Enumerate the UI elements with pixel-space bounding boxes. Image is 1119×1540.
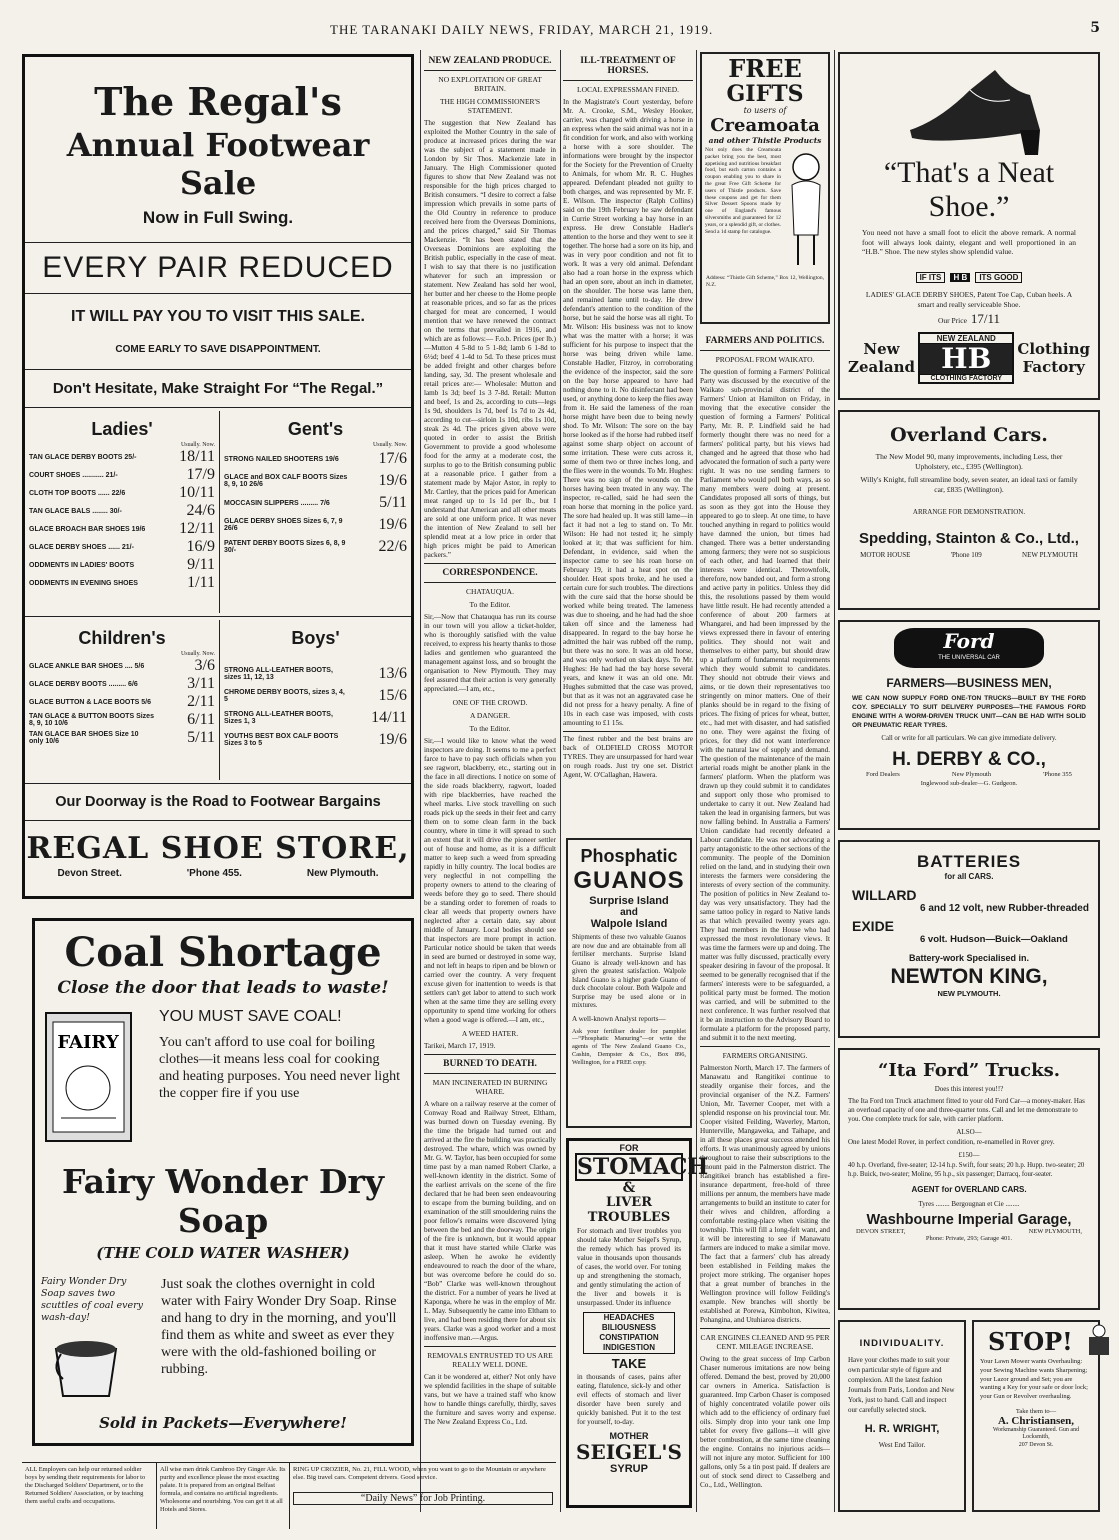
overland-phone: 'Phone 109 [950,551,982,559]
farmers-org-heading: FARMERS ORGANISING. [722,1051,808,1060]
creamoata-gifts: GIFTS [726,81,804,107]
coal-brand: Fairy Wonder Dry Soap [61,1162,385,1240]
individ-title: INDIVIDUALITY. [859,1338,945,1349]
stomach-amp: & [622,1180,636,1196]
price-row [29,556,215,574]
removal-heading: REMOVALS ENTRUSTED TO US ARE REALLY WELL DONE. [427,1351,553,1369]
ford-call: Call or write for all particulars. We can give immediate delivery. [881,735,1057,742]
ford-sub-dealer: Inglewood sub-dealer—G. Gudgeon. [920,780,1018,787]
price-item: TAN GLACE BAR SHOES Size 10 only 10/6 [29,731,139,745]
neat-shoe-ad [838,52,1100,400]
individuality-ad [838,1320,966,1512]
regal-swing: Now in Full Swing. [142,208,294,227]
price-value: 13/6 [378,665,407,682]
price-row [224,514,407,536]
guanos-t1: Phosphatic [580,846,678,866]
coal-scuttle-icon [41,1324,131,1404]
stomach-for: FOR [619,1143,639,1153]
itaford-phone: Phone: Private, 293; Garage 401. [925,1235,1013,1242]
regal-address [25,868,411,879]
price-row [224,729,407,751]
overland-title: Overland Cars. [890,424,1048,446]
regal-store: REGAL SHOE STORE, [26,831,410,866]
regal-early: COME EARLY TO SAVE DISAPPOINTMENT. [115,344,321,355]
gents-heading: Gent's [287,419,344,439]
stop-firm: A. Christiansen, [997,1414,1075,1427]
corr-heading: CORRESPONDENCE. [442,568,538,578]
produce-column [424,52,556,1512]
price-row [224,663,407,685]
exide-desc: 6 volt. Hudson—Buick—Oakland [920,934,1068,945]
price-item: GLACE ANKLE BAR SHOES .... 5/6 [29,662,145,670]
coal-text-col [151,1008,411,1152]
creamoata-other: and other Thistle Products [708,136,822,145]
guanos-text: Shipments of these two valuable Guanos are now due and are obtainable from all fertiliser merchants. Surprise Island Guano is already well-known and has given the greatest satisfaction. Walpole Island Guano is a higher grade Guano of duck chocolate colour. Both Walpole and Surprise may be used alone or in mixtures. [572,934,686,1009]
car-text: Owing to the great success of Imp Carbon Chaser numerous imitations are now being offered. Demand the best, proved by 20,000 car owners in America. Satisfaction is guaranteed. Imp Carbon Chaser is composed of highly concentrated volatile power oils which add to the efficiency of ordinary fuel oils. Simply drop into your tank one Imp tablet for every five gallons—it will give better combustion, at the same time cleaning the engine. Contains no injurious acids—will not injure any motor. Sufficient for 100 gallons, only 5s a tin post paid. If dealers are out of stock send direct to Casselberg and Co., Ltd., Wellington. [700,1355,830,1489]
coal-body-row [35,1008,411,1152]
coal-washer: (THE COLD WATER WASHER) [96,1244,350,1262]
hb-logo [918,332,1014,384]
guanos-report: A well-known Analyst reports— [572,1014,666,1023]
removal-text: Can it be wondered at, either? Not only have we splendid facilities in the shape of suitable vans, but we have a trained staff who know how to handle things carefully, thirdly, saves the furniture and saves worry and expense. The New Zealand Express Co., Ltd. [424,1373,556,1426]
price-value: 15/6 [378,687,407,704]
burned-heading: BURNED TO DEATH. [443,1059,537,1069]
itaford-one: One latest Model Rover, in perfect condition, re-enamelled in Rover grey. [848,1138,1055,1146]
price-row [29,538,215,556]
price-value: 2/11 [187,693,215,710]
ford-ad [838,620,1100,830]
price-row [29,484,215,502]
stomach-list-item: CONSTIPATION [599,1333,659,1342]
overland-text1: The New Model 90, many improvements, including Less, ther Upholstery, etc., £395 (Wellington). [875,452,1063,471]
man-figure-icon [1079,1322,1119,1356]
stomach-mother: MOTHER [609,1431,649,1441]
ford-phone: 'Phone 355 [1043,771,1072,778]
bottom-strip [22,1462,556,1529]
price-item: STRONG NAILED SHOOTERS 19/6 [224,455,339,463]
price-item: GLACE DERBY BOOTS ......... 6/6 [29,680,138,688]
coal-must: YOU MUST SAVE COAL! [159,1008,342,1025]
price-item: GLACE DERBY SHOES Sizes 6, 7, 9 26/6 [224,518,343,532]
itaford-title: “Ita Ford” Trucks. [878,1060,1060,1081]
hb-logo-mark: HB [920,344,1012,374]
itaford-firm: Washbourne Imperial Garage, [866,1212,1072,1228]
ford-np: New Plymouth [951,771,992,778]
price-row [29,466,215,484]
produce-title: NEW ZEALAND PRODUCE. [428,56,552,66]
price-row [224,536,407,558]
price-row [29,520,215,538]
creamoata-body [702,145,828,275]
creamoata-addr: Address: “Thistle Gift Scheme,” Box 12, Wellington, N.Z. [706,275,824,288]
overland-arrange: ARRANGE FOR DEMONSTRATION. [912,508,1026,516]
guanos-t4: and [620,907,638,918]
regal-town: New Plymouth. [306,868,379,879]
creamoata-to-users: to users of [743,106,787,115]
gents-list [224,448,407,558]
overland-town: NEW PLYMOUTH [1022,551,1078,559]
ford-logo [894,628,1044,668]
ladies-heading: Ladies' [91,419,153,439]
price-value: 14/11 [371,709,407,726]
boys-section [220,620,411,780]
batteries-for: for all CARS. [944,872,994,881]
price-row [29,729,215,747]
cf-right: Clothing Factory [1017,339,1090,376]
price-item: TAN GLACE & BUTTON BOOTS Sizes 8, 9, 10 10/6 [29,713,154,727]
stop-ad [972,1320,1100,1512]
price-item: TAN GLACE DERBY BOOTS 25/- [29,453,137,461]
ford-firm: H. DERBY & CO., [892,749,1046,770]
price-item: STRONG ALL-LEATHER BOOTS, sizes 11, 12, 13 [224,667,333,681]
stop-addr: 207 Devon St. [1018,1441,1054,1448]
price-item: GLACE BROACH BAR SHOES 19/6 [29,525,146,533]
ladies-col-head: Usually. Now. [180,442,215,448]
stop-sub: Workmanship Guaranteed. Gun and Locksmith, [992,1426,1080,1441]
fairy-packet-icon [41,1008,141,1148]
individ-text: Have your clothes made to suit your own particular style of figure and complexion. All the latest fashion Journals from Paris, London and New York, just to hand. Call and inspect our carefully selected stock. [848,1356,955,1414]
svg-text:FAIRY: FAIRY [57,1032,119,1053]
regal-title: The Regal's [94,79,342,124]
price-value: 19/6 [378,516,407,533]
regal-phone: 'Phone 455. [186,868,242,879]
price-value: 6/11 [187,711,215,728]
batteries-firm: NEWTON KING, [890,965,1048,988]
cambroo-notice: All wise men drink Cambroo Dry Ginger Ale. Its purity and excellence please the most exacting palate. It is prepared from an original Belfast formula, and contains no artificial ingredients. Wholesome and nourishing. You can get it at all Hotels and Stores. [157,1463,290,1529]
price-item: GLACE BUTTON & LACE BOOTS 5/6 [29,698,151,706]
price-item: CHROME DERBY BOOTS, sizes 3, 4, 5 [224,689,345,703]
fairy-packet [35,1008,151,1152]
guanos-t2: GUANOS [573,867,685,894]
price-row [29,574,215,592]
shoe-icon [900,60,1050,160]
produce-sub2: THE HIGH COMMISSIONER'S STATEMENT. [439,97,541,115]
stop-text: Your Lawn Mower wants Overhauling: your Sewing Machine wants Sharpening; your Lazor ground and Set; you are wanting a Key for your safe or door lock; your Gun or Revolver overhauling. [980,1358,1088,1401]
ladies-list [29,448,215,592]
burned-sub: MAN INCINERATED IN BURNING WHARE. [432,1078,548,1096]
price-row [29,657,215,675]
horses-column [563,52,693,830]
hb-logo-cf: CLOTHING FACTORY [920,374,1012,382]
price-value: 17/6 [378,450,407,467]
stop-take: Take them to— [1015,1407,1057,1415]
willard-desc: 6 and 12 volt, new Rubber-threaded [920,903,1089,914]
stop-title: STOP! [988,1326,1073,1356]
itaford-interest: Does this interest you!!? [934,1085,1004,1093]
ladies-section [25,411,220,613]
coal-body: You can't afford to use coal for boiling clothes—it means less coal for cooking and heating purposes. You need never light the copper fire if you use [159,1035,401,1101]
price-value: 24/6 [186,502,215,519]
overland-address [840,551,1098,559]
ford-text: WE CAN NOW SUPPLY FORD ONE-TON TRUCKS—BUILT BY THE FORD COY. SPECIALLY TO SUIT DELIVERY PURPOSES—THE FAMOUS FORD ENGINE WITH A WORM-DRIVEN TRUCK UNIT—CAN BE HAD WITH SOLID OR PNEUMATIC REAR TYRES. [852,695,1086,729]
stomach-list-item: HEADACHES [603,1313,655,1322]
produce-text: The suggestion that New Zealand has exploited the Mother Country in the sale of produce at increased prices during the war was the subject of a statement made in London by Sir Thos. Mackenzie late in January. The High Commissioner quoted figures to show that New Zealand was not responsible for the high prices charged to British consumers. “I desire to correct a false impression which prevails in some parts of the Old Country in reference to produce received here from the Overseas Dominions, and the prices charged,” said Sir Thomas Mackenzie. “It has been stated that the Overseas Dominions are exploiting the British public, especially in the case of meat. I wish to say that there is no justification whatever for such an impression or statement. New Zealand has sold her wool, her butter and her cheese to the Home people at reasonable prices, and so far as the prices charged for meat are concerned, I would mention that we have renewed the contract on the terms that prevailed in 1916, and which are as follows:— F.o.b. Prices (per lb.)—Mutton 4 5-8d to 5 1-8d; lamb 6 1-8d to 6½d; beef 4 1-4d to 5d. To these prices must be added freight and other charges before landing, say, 3d. The present wholesale and retail prices are:— Wholesale: Mutton and lamb 1s 3d; beef 1s 3 7-8d. Retail: Mutton and beef, 1s and 2s, according to cuts—legs 1s 9d, shoulders 1s 7d, beef 1s 7d to 2s 4d, according to cut—sirloin 1s 10d, ribs 1s 10d, steak 2s 4d. The prices given above were quoted in order to assist the British Government to provide a good wholesome food for the army at a moderate cost, the surplus to go to the British consuming public at a reasonable price. I gather from a statement made by Major Astor, in reply to Mr. Cartley, that the prices paid for American meat ranged up to 1s 1d per lb., but I understand that American and all other meats are sold at one uniform price. It was never the intention of New Zealand to sell her splendid meat at a low price in order that high prices might be paid to American packers.” [424,119,556,559]
itaford-price1: £150— [958,1151,980,1159]
price-item: GLACE DERBY SHOES ...... 21/- [29,543,134,551]
coal-side: Fairy Wonder Dry Soap saves two scuttles of coal every wash-day! [41,1276,144,1323]
itaford-address [840,1228,1098,1235]
stomach-take: TAKE [611,1356,647,1371]
farmers-column [700,332,830,1512]
horses-text: In the Magistrate's Court yesterday, before Mr. A. Crooke, S.M., Wesley Hooker, carrier, was charged with driving a horse in an express when the said animal was not in a fit condition for work, and also with working a horse with a sore shoulder. The informations were brought by the inspector for the Society for the Prevention of Cruelty to Animals, for whom Mr. R. C. Hughes appeared. Defendant pleaded not guilty to both charges, and was represented by Mr. F. E. Wilson. The inspector (Ralph Collins) said on the 19th February he saw defendant in Currie Street working a bay horse in an express. He drew Constable Hadler's attention to the horse and they went to see it together. The horse had a sore on its hip, and was in very poor condition and not fit to work. It was a very old animal. Defendant also had a roan horse in the express which had an open sore, about an inch in diameter, on the shoulder. The horse was lame then, and remained lame until to-day. He drew defendant's attention to the condition of the horse, but he said the horse was all right. To Mr. Wilson: His business was not to know what was the matter with a horse; it was sufficient for his purpose to inspect that the horse was being driven while lame. Constable Hadler, Fitzroy, in corroborating the evidence of the inspector, said the sore on the bay horse appeared to have had nothing done to it. No disinfectant had been used, or anything done to keep the flies away from it. He said the lameness of the roan horse might have been due to being newly shod. To Mr. Wilson: The sore on the bay horse looked as if the horse had rubbed itself against some sharp object on account of some irritation. These were cuts across it, some of them two or three inches long, and the flies were in the wounds. To Mr. Hughes: There was no sign of the wounds on the horses having been treated in any way. The inspector, re-called, said he had seen the roan horse that morning in the police yard. The sore had healed up. It was still lame—in fact it had not a leg to stand on. To Mr. Wilson: He had not tested it; he simply looked at it; that was sufficient for him. Defendant, in evidence, said when the inspector came to see his roan horse on February 19, it had a heat spot on the shoulder. Heat spots broke, and he used a certain cure for such troubles. The directions with the cure said that the horse should be worked while being treated. The lameness was due to shoeing, and he had had the shoe taken off since and the lameness had disappeared. In regard to the bay horse he admitted the hair was rubbed off the rump, but there was no sore. It was an old horse, and was only worked on slack days. To Mr. Hughes: He had had the bay horse several years, and knew it was an old one. Mr. Hughes submitted that the case was proved, but that as it was not an aggravated case he did not press for a heavy penalty. A fine of 10s in each case was imposed, with costs amounting to £1 15s. [563,98,693,727]
chat-text: Sir,—Now that Chatauqua has run its course in our town will you allow a ticket-holder, who is thoroughly satisfied with the value received, to express his hearty thanks to those ladies and gentlemen who guaranteed the management against loss, and so brought the organisation to New Plymouth. They may feel assured that their action is very generally appreciated.—I am, etc., [424,613,556,693]
itaford-np: NEW PLYMOUTH, [1028,1228,1082,1235]
regal-hesitate: Don't Hesitate, Make Straight For “The Regal.” [52,380,384,397]
regal-pay: IT WILL PAY YOU TO VISIT THIS SALE. [71,308,365,325]
masthead-title: THE TARANAKI DAILY NEWS, FRIDAY, MARCH 21, 1919. [330,22,714,37]
batteries-town: NEW PLYMOUTH. [937,989,1001,998]
overland-motor: MOTOR HOUSE [860,551,911,559]
crozier-notice: RING UP CROZIER, No. 21, FILL WOOD, when you want to go to the Mountain or anywhere else. Big travel cars. Competent drivers. Good service. [293,1466,546,1481]
willard-name: WILLARD [852,887,917,903]
creamoata-text: Not only does the Creamoata packet bring you the best, most appetising and nutritious breakfast food, but each carton contains a coupon enabling you to share in the great Free Gift Scheme for users of Thistle products. Save these coupons and get for them Silver Dessert Spoons made by one of England's famous silversmiths and guaranteed for 12 years, or a splendid gift, or clothes. Send a 1d stamp for catalogue. [705,147,781,235]
neat-ladies: LADIES' GLACE DERBY SHOES, Patent Toe Cap, Cuban heels. A smart and really serviceable Shoe. [865,289,1073,309]
itaford-list: 40 h.p. Overland, five-seater; 12-14 h.p. Swift, four seats; 20 h.p. Hupp. two-seater; 20 h.p. Buick, two-seater; Moline, 95 h.p., six passenger; Darracq, four-seater. [848,1162,1085,1178]
car-heading: CAR ENGINES CLEANED AND 95 PER CENT. MILEAGE INCREASE. [700,1333,830,1351]
overland-text2: Willy's Knight, full streamline body, seven seater, an ideal taxi or family car, £835 (Wellington). [860,475,1078,494]
danger-signoff: A WEED HATER. [461,1029,519,1038]
regal-ad [22,54,414,899]
overland-firm: Spedding, Stainton & Co., Ltd., [859,530,1079,547]
price-row [29,448,215,466]
hb-logo-row [840,328,1098,388]
itaford-devon: DEVON STREET, [856,1228,906,1235]
creamoata-ad [700,52,830,324]
gents-col-head: Usually. Now. [372,442,407,448]
individ-firm: H. R. WRIGHT, [864,1423,940,1435]
price-value: 1/11 [187,574,215,591]
crozier-col [290,1463,556,1529]
price-value: 19/6 [378,731,407,748]
hb-tag-left: IF ITS [916,272,946,283]
hb-tag-right: ITS GOOD [975,272,1022,283]
boys-list [224,663,407,751]
itaford-ad [838,1048,1100,1310]
stomach-text: For stomach and liver troubles you should take Mother Seigel's Syrup, the remedy which has proved its value in thousands upon thousands of cases, the world over. For toning up and strengthening the stomach, and gently stimulating the action of the liver and bowels it is unsurpassed. Under its influence [577,1227,681,1307]
printing-notice: “Daily News” for Job Printing. [293,1492,553,1505]
ford-logo-sub: THE UNIVERSAL CAR [938,655,1000,661]
danger-text: Sir,—I would like to know what the weed inspectors are doing. It seems to me a perfect farce to have to pay such officials when you see ragwort, blackberry, etc., starting out in the face in all directions. I notice on some of the side roads blackberry, ragwort, loaded with ripe blackberries, have reached the wheel marks. Live stock travelling on such roads pick up the seeds in their feet and carry them on to some clean farm in the back country, where in time it will spread to such an extent that it will drive the pioneer settler out of house and home, as it is a difficult matter to keep such a weed from spreading rapidly in hilly country. The local bodies are very neglectful in not compelling the property owners to attend to the clearing of weeds before they go to seed. There should be a standing order to foremen of roads to clear all weeds that property owners have neglected after a certain date, say about middle of January. Local bodies should see that inspectors are more prompt in action. Particular notice should be taken that weeds in seed are burned or destroyed in some way, and not left in heaps to ripen and be blown or carried over the country. A very frequent excuse given for inattention to weeds is that settlers can't get labor to attend to such work when at the same time they are selling every opportunity to spend time working for others when a good wage is offered.—I am, etc., [424,737,556,1024]
regal-adult-section [25,411,411,613]
page-number: 5 [1090,20,1100,36]
price-row [224,685,407,707]
price-value: 19/6 [378,472,407,489]
guanos-t3: Surprise Island [589,895,669,907]
price-value: 18/11 [179,448,215,465]
horses-title: ILL-TREATMENT OF HORSES. [580,56,676,76]
masthead [0,0,1114,44]
danger-to-editor: To the Editor. [469,724,511,733]
itaford-agent: AGENT for OVERLAND CARS. [911,1185,1027,1194]
hb-logo-nz: NEW ZEALAND [920,334,1012,344]
coal-title: Coal Shortage [64,929,382,976]
price-row [29,675,215,693]
regal-street: Devon Street. [57,868,122,879]
guanos-foot: Ask your fertiliser dealer for pamphlet—“Phosphatic Manuring”—or write the agents of The New Zealand Guano Co., Cashin, Dempster & Co., Box 896, Wellington, for a FREE copy. [572,1027,686,1066]
stomach-title: STOMACH [577,1154,709,1180]
neat-text: You need not have a small foot to elicit the above remark. A normal foot will always look dainty, elegant and well proportioned in an “H.B.” Shoe. The new styles show splendid value. [862,228,1076,256]
price-item: PATENT DERBY BOOTS Sizes 6, 8, 9 30/- [224,540,346,554]
coal-sold: Sold in Packets—Everywhere! [99,1414,347,1432]
children-col-head: Usually. Now. [180,651,215,657]
overland-ad [838,410,1100,610]
price-value: 16/9 [186,538,215,555]
price-item: TAN GLACE BALS ........ 30/- [29,507,122,515]
produce-sub1: NO EXPLOITATION OF GREAT BRITAIN. [438,75,542,93]
hb-tag [840,265,1098,284]
boys-heading: Boys' [291,628,340,648]
itaford-text: The Ita Ford ton Truck attachment fitted to your old Ford Car—a money-maker. Has an overload capacity of one and three-quarter tons. Call and let me demonstrate to you. One complete truck for sale, with carrier platform. [848,1097,1085,1123]
neat-price-row [840,310,1098,328]
batteries-ad [838,840,1100,1038]
farmers-org-text: Palmerston North, March 17. The farmers of Manawatu and Rangitikei continue to steadily organise their forces, and the provincial organiser of the N.Z. Farmers' Union, Mr. Taverner Cooper, met with a splendid response on his provincial tour. Mr. Cooper visited Feilding, Waverley, Marton, Hunterville, Mangaweka, and Taihape, and in all these places great success attended his efforts. It was unanimously agreed by unions throughout to raise their subscriptions to the amount paid in the Palmerston district. The Rangitikei branch has established a fire-insurance department, free-hold of three millions per annum, the members have made arrangements to build an institute to cater for their wives and children, affording a comfortable resting-place when visiting the township. This will fill a long-felt want, and it will be interesting to see if Manawatu farmers are induced to make a similar move. The fact that a farmers' club has already been established in Feilding makes the project more striking. The organiser hopes that a great number of branches in the Wellington province will follow Feilding's example. New branches will shortly be established at Porewa, Kimbolton, Kiwitea, Pohangina, and Utuhiaroa districts. [700,1064,830,1324]
coal-ad [32,918,414,1446]
regal-doorway: Our Doorway is the Road to Footwear Bargains [55,794,381,810]
price-value: 3/6 [194,657,215,674]
guanos-t5: Walpole Island [590,918,668,930]
price-row [224,492,407,514]
coal-side-col [35,1276,151,1408]
chat-signoff: ONE OF THE CROWD. [452,698,528,707]
itaford-tyres: Tyres ........ Bergougnan et Cie ........ [918,1200,1020,1208]
individ-sub: West End Tailor. [878,1441,926,1449]
price-item: MOCCASIN SLIPPERS ......... 7/6 [224,499,330,507]
chat-to-editor: To the Editor. [469,600,511,609]
price-value: 3/11 [187,675,215,692]
child-figure-icon [784,145,828,275]
nz-left: New Zealand [848,339,916,376]
stomach-seigels: SEIGEL'S [576,1440,682,1464]
ford-title: FARMERS—BUSINESS MEN, [886,676,1052,690]
price-value: 5/11 [379,494,407,511]
price-value: 5/11 [187,729,215,746]
ford-dealers: Ford Dealers [866,771,900,778]
stop-header [974,1322,1098,1356]
price-item: COURT SHOES ........... 21/- [29,471,118,479]
children-section [25,620,220,780]
batteries-service: Battery-work Specialised in. [908,953,1030,963]
gents-section [220,411,411,613]
neat-price: 17/11 [970,310,1001,326]
price-item: STRONG ALL-LEATHER BOOTS, Sizes 1, 3 [224,711,333,725]
itaford-also: ALSO— [956,1128,982,1136]
tyres-text: The finest rubber and the best brains are back of OLDFIELD CROSS MOTOR TYRES. They are unsurpassed for hard wear on rough roads. Just try one set. District Agent, W. O'Callaghan, Hawera. [563,735,693,779]
price-item: ODDMENTS IN EVENING SHOES [29,579,138,587]
regal-reduced: EVERY PAIR REDUCED [42,251,394,284]
coal-lower-row [35,1276,411,1408]
regal-kids-section [25,620,411,780]
danger-place: Tarikei, March 17, 1919. [424,1042,496,1050]
coal-soak: Just soak the clothes overnight in cold water with Fairy Wonder Dry Soap. Rinse and hang to dry in the morning, and you'll find them as white and sweet as ever they were with the old-fashioned boiling or rubbing. [161,1277,397,1377]
regal-title-2: Annual Footwear Sale [66,126,370,202]
price-row [224,707,407,729]
stomach-liver: LIVER TROUBLES [587,1195,671,1225]
danger-heading: A DANGER. [469,711,510,720]
price-value: 10/11 [179,484,215,501]
farmers-title: FARMERS AND POLITICS. [705,336,825,346]
horses-sub: LOCAL EXPRESSMAN FINED. [576,85,680,94]
stomach-ad [566,1138,709,1508]
ford-logo-text: Ford [943,629,995,653]
price-value: 22/6 [378,538,407,555]
children-list [29,657,215,747]
price-item: GLACE and BOX CALF BOOTS Sizes 8, 9, 10 26/6 [224,474,348,488]
ford-address [840,771,1098,778]
price-row [29,693,215,711]
children-heading: Children's [78,628,166,648]
stomach-list-item: BILIOUSNESS [601,1323,657,1332]
price-row [224,470,407,492]
burned-text: A whare on a railway reserve at the corner of Conway Road and Railway Street, Eltham, was burned down on Tuesday evening. By the time the brigade had turned out and arrived at the fire the building was practically destroyed. The whare, which was owned by Mr. G. W. Taylor, has been occupied for some time past by a man named Robert Clarke, a well-known identity in the district. Some of the earliest arrivals on the scene of the fire declared that he had been seen endeavouring to escape from the burning building, and on examination of the still smouldering ruins the poor fellow's remains were discovered lying between the bed and the doorway. The origin of the fire is unknown, but it would appear that it must have started while Clarke was asleep. When he awoke he evidently endeavoured to reach the door of the whare, but was overcome before he could do so. “Bob” Clarke was well-known throughout the district. For a number of years he lived at Kaponga, where he was in the employ of Mr. L. May. Subsequently he came into Eltham to live, and had been residing there for about six years. Clarke was a good worker and a most inoffensive man.—Argus. [424,1100,557,1342]
exide-name: EXIDE [852,918,895,934]
neat-price-label: Our Price [937,315,967,325]
farmers-sub: PROPOSAL FROM WAIKATO. [715,355,815,364]
neat-title: “That's a Neat Shoe.” [883,156,1055,223]
employers-notice: ALL Employers can help our returned soldier boys by sending their requirements for labor to the Discharged Soldiers' Department, or to the Returned Soldiers' Association, or by teaching them useful crafts and occupations. [22,1463,157,1529]
price-row [224,448,407,470]
guanos-ad [566,838,692,1128]
price-item: ODDMENTS IN LADIES' BOOTS [29,561,135,569]
price-item: CLOTH TOP BOOTS ...... 22/6 [29,489,126,497]
price-value: 17/9 [186,466,215,483]
stomach-list-item: INDIGESTION [602,1343,655,1352]
stomach-list [583,1312,675,1354]
price-value: 12/11 [179,520,215,537]
creamoata-free: FREE [728,54,802,83]
coal-sub: Close the door that leads to waste! [57,978,389,998]
hb-tag-mid: H B [950,273,970,282]
farmers-text: The question of forming a Farmers' Political Party was discussed by the executive of the Waikato sub-provincial district of the Farmers' Union at Hamilton on Friday, in moving that the executive consider the question of forming a Farmers' Political Party, Mr. R. P. Lindfield said he had formerly thought there was no need for a farmers' political party, but his views had changed and he agreed that those who had advocated the formation of such a party were right. It was no use sending farmers to Parliament who would poll both ways, as so many members were doing at present. Candidates proposed all sorts of things, but as soon as they got into the House they appeared to go to sleep. At one time, to have touched anything in regard to politics would have damned the union, but times had changed. There was a better understanding among farmers; they were not so suspicious of each other, and had learned that their interests were identical. Thetownfolk, therefore, now banded out, and form a strong and active party in politics. Unless they did this, the resolutions passed by them would have little result. He had recently attended a conference of about 200 farmers at Whangarei, and had been impressed by the views expressed there in favour of entering politics. They should not wait and themselves to either party, but should draw up a platform of fundamental requirements which they would submit to candidates. They should not obtrude their views and aims, or tie down their representatives too stringently on minor matters. One of their planks should be in regard to the fixing of prices. The fixing of prices for wheat, butter, etc., had met with disaster, and had satisfied no one. They were against the fixing of prices, for they did not want interference with the natural law of supply and demand. The question of the maintenance of the main arterial roads might be another plank in the farmers' platform. When the platform was drawn up they could submit it to candidates and support only those who promised to undertake to carry it out. New Zealand had taken the lead in organising farmers, but was now falling behind. In Australia a Farmers' Union candidate had recently defeated a Labour candidate. He was not advocating a party antagonistic to the other sections of the community. The people of the Dominion relied on the land, and in studying their own interests the farmers were considering the interests of every section of the community. The position of politics in New Zealand to-day was very unsatisfactory. They had the same tattoo policy in regard to Native lands as that which prevailed twenty years ago. They had members in the House who had expressed the most revolutionary views. It was time the farmers were up and doing. The matter was fully discussed, practically every speaker desiring in favour of the proposal. It seemed to be generally recognised that if the farmers' interests were to be safeguarded, a political party must be formed. The motion was carried, and will be submitted to the next conference. It was further resolved that it be an instruction to the Advisory Board to formulate a platform for the proposed party, and submit it to the next meeting. [700,368,830,1042]
price-item: YOUTHS BEST BOX CALF BOOTS Sizes 3 to 5 [224,733,339,747]
chat-heading: CHATAUQUA. [466,587,514,596]
price-row [29,711,215,729]
stomach-syrup: SYRUP [610,1463,648,1475]
batteries-title: BATTERIES [916,852,1022,871]
stomach-text2: in thousands of cases, pains after eating, flatulence, sick-ly and other evil effects of stomach and liver disorder have been surely and quickly banished. Put it to the test for yourself, to-day. [577,1373,681,1426]
price-row [29,502,215,520]
creamoata-name: Creamoata [710,115,820,136]
price-value: 9/11 [187,556,215,573]
